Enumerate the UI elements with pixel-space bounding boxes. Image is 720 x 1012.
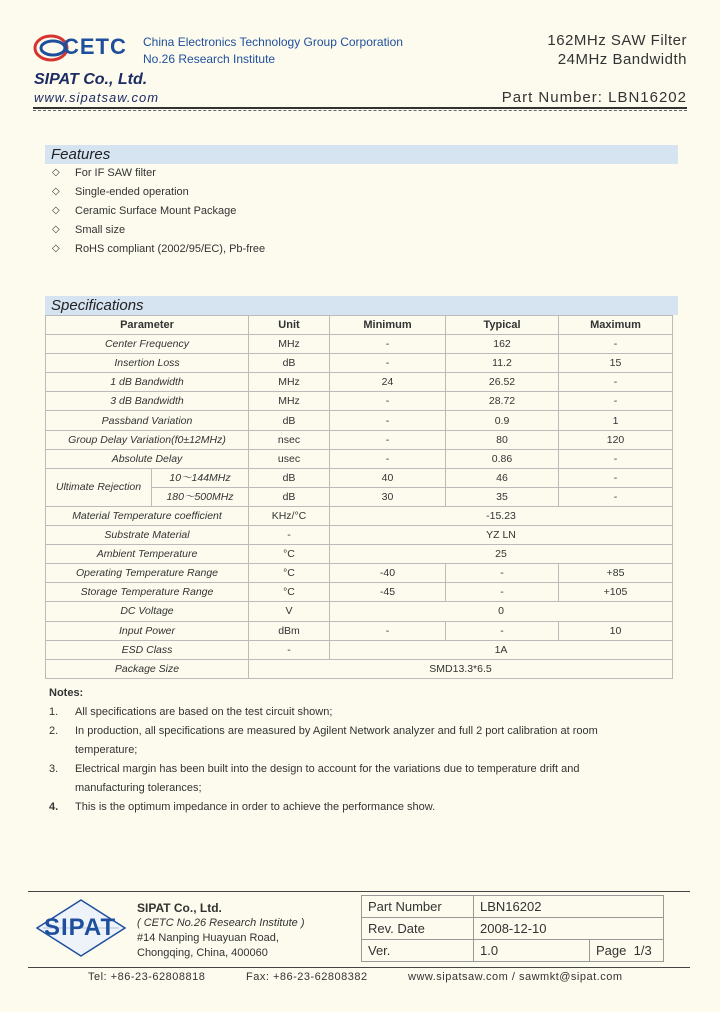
table-row: Passband Variation dB - 0.9 1 bbox=[46, 411, 673, 430]
table-row: Substrate Material - YZ LN bbox=[46, 526, 673, 545]
features-title: Features bbox=[45, 145, 678, 164]
notes-section bbox=[49, 684, 679, 817]
website-link[interactable]: www.sipatsaw.com bbox=[34, 90, 160, 105]
diamond-bullet-icon: ◇ bbox=[52, 167, 60, 178]
product-title bbox=[547, 31, 687, 69]
rejection-label: Ultimate Rejection bbox=[46, 468, 152, 506]
product-frequency: 162MHz SAW Filter bbox=[547, 32, 687, 49]
table-row: DC Voltage V 0 bbox=[46, 602, 673, 621]
rev-date-label: Rev. Date bbox=[362, 918, 474, 940]
diamond-bullet-icon: ◇ bbox=[52, 243, 60, 254]
product-bandwidth: 24MHz Bandwidth bbox=[557, 51, 687, 68]
table-row: Storage Temperature Range °C -45 - +105 bbox=[46, 583, 673, 602]
table-row: Ambient Temperature °C 25 bbox=[46, 545, 673, 564]
org-name: China Electronics Technology Group Corporation bbox=[143, 35, 403, 49]
sipat-logo-text: SIPAT bbox=[44, 914, 117, 941]
header-minimum: Minimum bbox=[330, 316, 446, 335]
table-row: Operating Temperature Range °C -40 - +85 bbox=[46, 564, 673, 583]
footer-top-rule bbox=[28, 891, 690, 892]
footer-bottom-rule bbox=[28, 967, 690, 968]
part-number: Part Number: LBN16202 bbox=[501, 89, 687, 106]
header-typical: Typical bbox=[446, 316, 559, 335]
sipat-logo bbox=[35, 898, 127, 958]
table-row: 1 dB Bandwidth MHz 24 26.52 - bbox=[46, 373, 673, 392]
part-number-label: Part Number bbox=[362, 896, 474, 918]
note-item: 4. This is the optimum impedance in order to achieve the performance show. bbox=[49, 801, 436, 813]
footer-address bbox=[137, 901, 305, 961]
footer-web-email[interactable]: www.sipatsaw.com / sawmkt@sipat.com bbox=[408, 971, 623, 983]
footer-fax: Fax: +86-23-62808382 bbox=[246, 971, 368, 983]
spec-table-wrap bbox=[45, 315, 673, 679]
table-row: Input Power dBm - - 10 bbox=[46, 621, 673, 640]
org-institute: No.26 Research Institute bbox=[143, 52, 276, 66]
table-row: Ultimate Rejection 10～144MHz dB 40 46 - bbox=[46, 468, 673, 487]
header-unit: Unit bbox=[249, 316, 330, 335]
table-row: Center Frequency MHz - 162 - bbox=[46, 335, 673, 354]
rev-date-value: 2008-12-10 bbox=[474, 918, 664, 940]
org-block bbox=[143, 34, 403, 68]
version-label: Ver. bbox=[362, 940, 474, 962]
note-item: 1. All specifications are based on the test circuit shown; bbox=[49, 706, 333, 718]
footer-info-table bbox=[361, 895, 664, 962]
header-parameter: Parameter bbox=[46, 316, 249, 335]
table-row: Package Size SMD13.3*6.5 bbox=[46, 659, 673, 678]
header-maximum: Maximum bbox=[559, 316, 673, 335]
diamond-bullet-icon: ◇ bbox=[52, 224, 60, 235]
cetc-logo-text: CETC bbox=[63, 34, 127, 59]
company-name: SIPAT Co., Ltd. bbox=[34, 71, 148, 88]
note-item: 2. In production, all specifications are measured by Agilent Network analyzer and full 2 port calibration at room temperature; bbox=[49, 725, 598, 756]
note-item: 3. Electrical margin has been built into the design to account for the variations due to temperature drift and manufacturing tolerances; bbox=[49, 763, 580, 794]
footer-info bbox=[361, 895, 664, 962]
page-cell: Page 1/3 bbox=[590, 940, 664, 962]
spec-header-row bbox=[46, 316, 673, 335]
header-rule bbox=[33, 107, 687, 109]
footer-street: #14 Nanping Huayuan Road, bbox=[137, 932, 279, 944]
table-row: Group Delay Variation(f0±12MHz) nsec - 80 120 bbox=[46, 430, 673, 449]
diamond-bullet-icon: ◇ bbox=[52, 186, 60, 197]
table-row: Material Temperature coefficient KHz/°C -15.23 bbox=[46, 506, 673, 525]
footer-city: Chongqing, China, 400060 bbox=[137, 947, 268, 959]
table-row: Absolute Delay usec - 0.86 - bbox=[46, 449, 673, 468]
table-row: 180～500MHz dB 30 35 - bbox=[46, 487, 673, 506]
spec-table bbox=[45, 315, 673, 679]
table-row: 3 dB Bandwidth MHz - 28.72 - bbox=[46, 392, 673, 411]
footer-institute: ( CETC No.26 Research Institute ) bbox=[137, 917, 305, 929]
table-row: Insertion Loss dB - 11.2 15 bbox=[46, 354, 673, 373]
table-row: ESD Class - 1A bbox=[46, 640, 673, 659]
cetc-logo bbox=[33, 30, 133, 66]
specifications-title: Specifications bbox=[45, 296, 678, 315]
diamond-bullet-icon: ◇ bbox=[52, 205, 60, 216]
header-rule-dashed bbox=[33, 110, 687, 111]
notes-title: Notes: bbox=[49, 687, 84, 699]
version-value: 1.0 bbox=[474, 940, 590, 962]
footer-tel: Tel: +86-23-62808818 bbox=[88, 971, 206, 983]
part-number-value: LBN16202 bbox=[474, 896, 664, 918]
footer-company: SIPAT Co., Ltd. bbox=[137, 901, 222, 915]
